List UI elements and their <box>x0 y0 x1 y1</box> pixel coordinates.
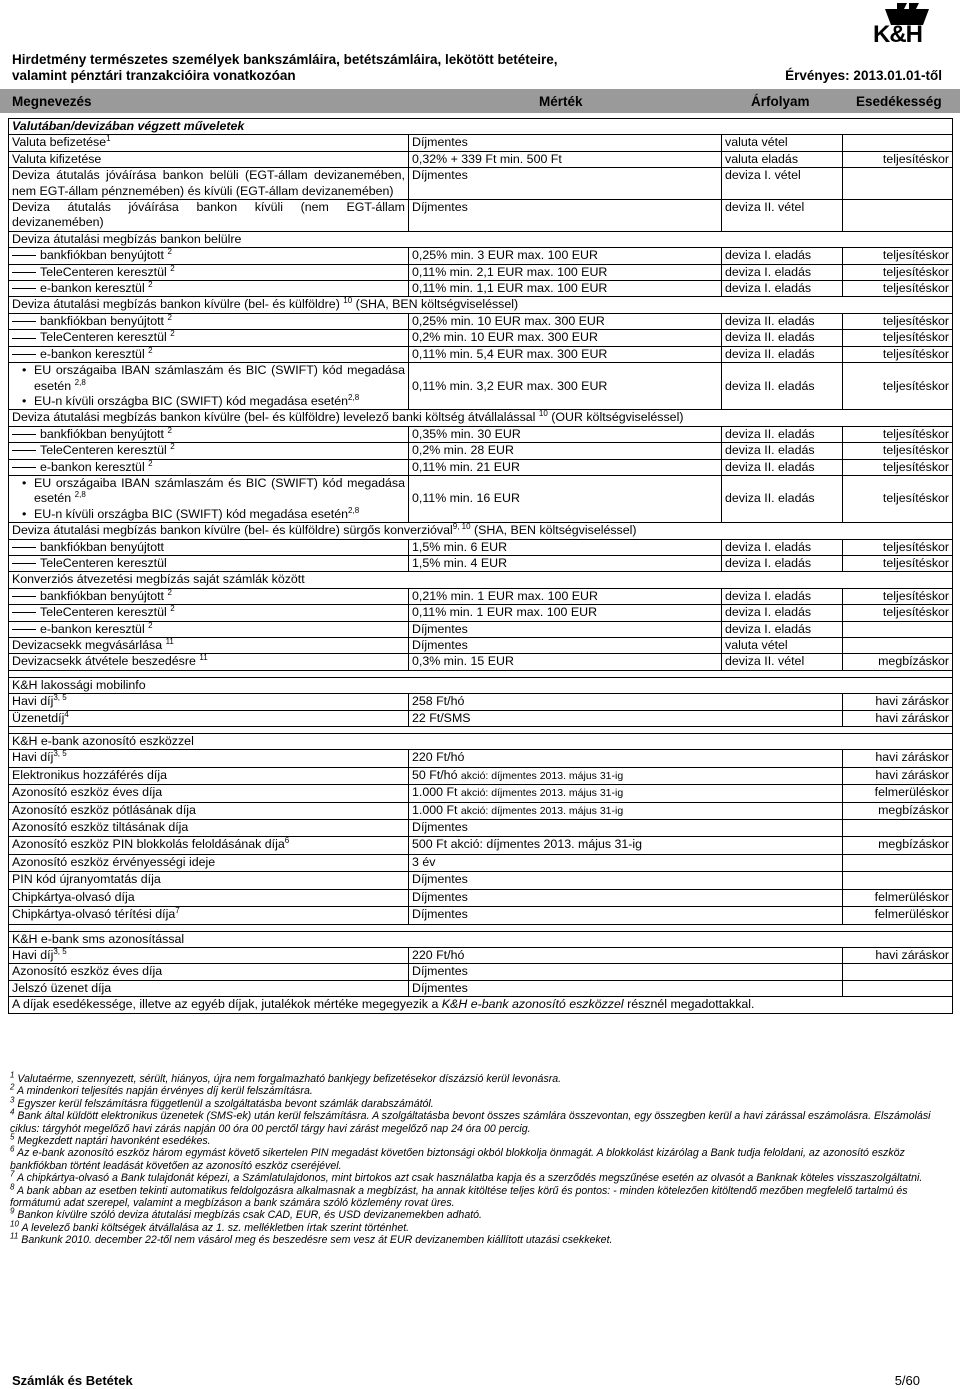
table-row <box>9 475 953 522</box>
footnote: $^7$ A chipkártya-olvasó a Bank tulajdonát képezi, a Számlatulajdonos, mint birtokos azt csak használatba kapja és a szerződés megszűnése esetén az olvasót a Banknak köteles visszaszolgáltatni. <box>10 1169 923 1185</box>
row-rate: 0,32% + 339 Ft min. 500 Ft <box>409 151 722 167</box>
list-item: • EU országaiba IBAN számlaszám és BIC (SWIFT) kód megadása esetén $^{2,8}$ <box>34 363 405 394</box>
table-row <box>9 459 953 475</box>
footnote: $^{11}$ Bankunk 2010. december 22-től nem vásárol meg és beszedésre sem vesz át EUR devizanemben kiállított utazási csekkeket. <box>10 1231 613 1247</box>
table-row <box>9 907 953 924</box>
section-title: Valutában/devizában végzett műveletek <box>9 119 953 135</box>
kh-logo <box>867 3 947 49</box>
table-row <box>9 572 953 588</box>
row-due: felmerüléskor <box>843 785 953 802</box>
group-title: Deviza átutalási megbízás bankon kívülre (bel- és külföldre) $^{10}$ (SHA, BEN költségviseléssel) <box>9 297 953 313</box>
row-rate: 0,35% min. 30 EUR <box>409 426 722 442</box>
row-name: Azonosító eszköz éves díja <box>9 785 409 802</box>
row-rate: 220 Ft/hó <box>409 750 843 767</box>
group-title: Deviza átutalási megbízás bankon belülre <box>9 231 953 247</box>
footnote: $^9$ Bankon kívülre szóló deviza átutalási megbízás csak CAD, EUR, és USD devizanemekben adható. <box>10 1206 482 1222</box>
table-row <box>9 346 953 362</box>
row-due: teljesítéskor <box>843 443 953 459</box>
row-rate: 0,11% min. 3,2 EUR max. 300 EUR <box>409 363 722 410</box>
table-row <box>9 248 953 264</box>
row-name: Havi díj$^{3, 5}$ <box>9 947 409 963</box>
row-rate: 0,25% min. 3 EUR max. 100 EUR <box>409 248 722 264</box>
row-fx: deviza I. eladás <box>722 264 843 280</box>
row-fx: deviza II. eladás <box>722 426 843 442</box>
row-fx: deviza I. eladás <box>722 605 843 621</box>
row-name: Azonosító eszköz pótlásának díja <box>9 802 409 819</box>
row-due <box>843 872 953 889</box>
table-row <box>9 727 953 734</box>
row-due: teljesítéskor <box>843 281 953 297</box>
brand-text: K&H <box>873 21 922 48</box>
table-row <box>9 785 953 802</box>
col-name: Megnevezés <box>12 94 92 109</box>
document-title-line2: valamint pénztári tranzakcióira vonatkozóan <box>12 68 296 83</box>
row-due <box>843 135 953 151</box>
table-row <box>9 200 953 232</box>
table-row <box>9 135 953 151</box>
row-fx: deviza I. vétel <box>722 168 843 200</box>
promo-note: akció: díjmentes 2013. május 31-ig <box>460 787 624 800</box>
table-row <box>9 654 953 670</box>
group-title: K&H e-bank sms azonosítással <box>9 931 953 947</box>
row-due: teljesítéskor <box>843 555 953 571</box>
row-rate: 0,2% min. 28 EUR <box>409 443 722 459</box>
row-name: Valuta kifizetése <box>9 151 409 167</box>
row-name: Chipkártya-olvasó térítési díja$^7$ <box>9 907 409 924</box>
row-name: TeleCenteren keresztül $^2$ <box>9 264 409 280</box>
row-due: teljesítéskor <box>843 330 953 346</box>
row-name: e-bankon keresztül $^2$ <box>9 459 409 475</box>
row-rate: 50 Ft/hó akció: díjmentes 2013. május 31-ig <box>409 767 843 784</box>
row-due: teljesítéskor <box>843 588 953 604</box>
row-fx: valuta vétel <box>722 638 843 654</box>
group-title: Deviza átutalási megbízás bankon kívülre (bel- és külföldre) sürgős konverzióval$^{9, 10}$ (SHA, BEN költségviseléssel) <box>9 523 953 539</box>
col-due: Esedékesség <box>856 94 942 109</box>
document-title-line1: Hirdetmény természetes személyek bankszámláira, betétszámláira, lekötött betéteire, <box>12 52 558 67</box>
row-fx: deviza II. eladás <box>722 475 843 522</box>
table-row <box>9 119 953 135</box>
row-name: Devizacsekk átvétele beszedésre $^{11}$ <box>9 654 409 670</box>
row-due <box>843 980 953 996</box>
row-name: TeleCenteren keresztül $^2$ <box>9 330 409 346</box>
row-name: Azonosító eszköz éves díja <box>9 964 409 980</box>
row-due: teljesítéskor <box>843 605 953 621</box>
row-rate: Díjmentes <box>409 907 843 924</box>
footnote: $^6$ Az e-bank azonosító eszköz három egymást követő sikertelen PIN megadást követően biztonsági okból blokkolja önmagát. A blokkolást kizárólag a Bank tudja feloldani, az azonosító eszköz bankfiókban történt leadását követően az azonosító eszköz cseréjével. <box>10 1144 905 1172</box>
table-row <box>9 313 953 329</box>
row-due: teljesítéskor <box>843 264 953 280</box>
row-name: Azonosító eszköz PIN blokkolás feloldásának díja$^6$ <box>9 837 409 854</box>
dash-icon <box>12 563 36 564</box>
row-rate: 0,25% min. 10 EUR max. 300 EUR <box>409 313 722 329</box>
dash-icon <box>12 596 36 597</box>
list-item: • EU-n kívüli országba BIC (SWIFT) kód megadása esetén$^{2,8}$ <box>34 394 405 409</box>
row-fx: deviza I. eladás <box>722 281 843 297</box>
row-rate: 3 év <box>409 854 843 871</box>
table-row <box>9 523 953 539</box>
list-item: • EU-n kívüli országba BIC (SWIFT) kód megadása esetén$^{2,8}$ <box>34 507 405 522</box>
table-row <box>9 750 953 767</box>
row-due <box>843 964 953 980</box>
row-rate: Díjmentes <box>409 135 722 151</box>
row-name <box>9 475 409 522</box>
row-name <box>9 363 409 410</box>
row-rate: Díjmentes <box>409 168 722 200</box>
row-fx: valuta vétel <box>722 135 843 151</box>
row-fx: deviza II. eladás <box>722 363 843 410</box>
table-row <box>9 330 953 346</box>
dash-icon <box>12 272 36 273</box>
row-fx: deviza II. eladás <box>722 313 843 329</box>
row-rate: 0,11% min. 1,1 EUR max. 100 EUR <box>409 281 722 297</box>
row-name: Elektronikus hozzáférés díja <box>9 767 409 784</box>
row-name: bankfiókban benyújtott <box>9 539 409 555</box>
row-rate: 0,11% min. 5,4 EUR max. 300 EUR <box>409 346 722 362</box>
row-name: Havi díj$^{3, 5}$ <box>9 694 409 710</box>
dash-icon <box>12 612 36 613</box>
footnote: $^4$ Bank által küldött elektronikus üzenetek (SMS-ek) után kerül felszámításra. A szolgáltatásba bevont összes számlára összevontan, egy összegben kerül a havi zárással eszámolásra. Elszámolási ciklus: tárgyhót megelőző havi zárás napján 00 óra 00 perctől tárgy havi zárást megelőző nap 24 óra 00 percig. <box>10 1107 931 1135</box>
page-footer-title: Számlák és Betétek <box>12 1373 133 1388</box>
row-due <box>843 638 953 654</box>
row-name: Jelszó üzenet díja <box>9 980 409 996</box>
row-due: teljesítéskor <box>843 426 953 442</box>
row-name: PIN kód újranyomtatás díja <box>9 872 409 889</box>
row-rate: Díjmentes <box>409 980 843 996</box>
footnote: $^5$ Megkezdett naptári havonként esedékes. <box>10 1132 211 1148</box>
row-name: Chipkártya-olvasó díja <box>9 889 409 906</box>
row-fx: deviza I. eladás <box>722 621 843 637</box>
row-due <box>843 621 953 637</box>
group-title: Deviza átutalási megbízás bankon kívülre (bel- és külföldre) levelező banki költség átvállalással $^{10}$ (OUR költségviseléssel) <box>9 410 953 426</box>
dash-icon <box>12 255 36 256</box>
dash-icon <box>12 321 36 322</box>
row-due: havi záráskor <box>843 947 953 963</box>
row-rate: Díjmentes <box>409 638 722 654</box>
row-fx: deviza I. eladás <box>722 555 843 571</box>
row-name: bankfiókban benyújtott $^2$ <box>9 248 409 264</box>
row-fx: deviza II. eladás <box>722 346 843 362</box>
row-name: TeleCenteren keresztül $^2$ <box>9 605 409 621</box>
row-fx: valuta eladás <box>722 151 843 167</box>
row-due: teljesítéskor <box>843 475 953 522</box>
footnote: $^{10}$ A levelező banki költségek átvállalása az 1. sz. mellékletben írtak szerint történhet. <box>10 1219 410 1234</box>
table-row <box>9 872 953 889</box>
row-fx: deviza II. eladás <box>722 459 843 475</box>
row-due: teljesítéskor <box>843 151 953 167</box>
table-row <box>9 889 953 906</box>
row-name: bankfiókban benyújtott $^2$ <box>9 588 409 604</box>
row-fx: deviza II. eladás <box>722 330 843 346</box>
row-rate: Díjmentes <box>409 872 843 889</box>
dash-icon <box>12 467 36 468</box>
table-row <box>9 426 953 442</box>
table-row <box>9 605 953 621</box>
table-row <box>9 947 953 963</box>
row-rate: Díjmentes <box>409 820 843 837</box>
table-row <box>9 539 953 555</box>
row-name: e-bankon keresztül $^2$ <box>9 621 409 637</box>
row-rate: 0,11% min. 1 EUR max. 100 EUR <box>409 605 722 621</box>
row-rate: 0,3% min. 15 EUR <box>409 654 722 670</box>
row-name: Deviza átutalás jóváírása bankon kívüli (nem EGT-állam devizanemében) <box>9 200 409 232</box>
row-due: megbízáskor <box>843 802 953 819</box>
row-due: havi záráskor <box>843 750 953 767</box>
table-row <box>9 931 953 947</box>
row-rate: 258 Ft/hó <box>409 694 843 710</box>
col-fx: Árfolyam <box>751 94 810 109</box>
row-due: teljesítéskor <box>843 248 953 264</box>
dash-icon <box>12 338 36 339</box>
row-rate: 1.000 Ft akció: díjmentes 2013. május 31-ig <box>409 785 843 802</box>
group-title: Konverziós átvezetési megbízás saját számlák között <box>9 572 953 588</box>
row-name: bankfiókban benyújtott $^2$ <box>9 426 409 442</box>
table-row <box>9 997 953 1013</box>
row-due: teljesítéskor <box>843 313 953 329</box>
table-row <box>9 281 953 297</box>
validity-date: Érvényes: 2013.01.01-től <box>785 68 942 83</box>
row-name: Havi díj$^{3, 5}$ <box>9 750 409 767</box>
table-row <box>9 168 953 200</box>
table-row <box>9 443 953 459</box>
row-due: teljesítéskor <box>843 539 953 555</box>
row-fx: deviza II. eladás <box>722 443 843 459</box>
table-row <box>9 694 953 710</box>
row-rate: 0,11% min. 2,1 EUR max. 100 EUR <box>409 264 722 280</box>
row-name: Deviza átutalás jóváírása bankon belüli (EGT-állam devizanemében, nem EGT-állam pénznemében) és kívüli (EGT-állam devizanemében) <box>9 168 409 200</box>
row-due <box>843 854 953 871</box>
dash-icon <box>12 450 36 451</box>
footnote: $^8$ A bank abban az esetben tekinti automatikus feldolgozásra alkalmasnak a megbízást, ha annak kitöltése teljes körű és pontos: - minden kötelezően kitöltendő mezőben megfelelő tartalmú és formátumú adat szerepel, valamint a megbízáson a bank számára szóló közlemény rovat üres. <box>10 1182 908 1210</box>
row-rate: 220 Ft/hó <box>409 947 843 963</box>
row-name: e-bankon keresztül $^2$ <box>9 281 409 297</box>
row-rate: Díjmentes <box>409 889 843 906</box>
row-due: teljesítéskor <box>843 346 953 362</box>
row-fx: deviza II. vétel <box>722 654 843 670</box>
row-name: Devizacsekk megvásárlása $^{11}$ <box>9 638 409 654</box>
row-fx: deviza II. vétel <box>722 200 843 232</box>
table-row <box>9 820 953 837</box>
group-title: K&H lakossági mobilinfo <box>9 677 953 693</box>
row-rate: 22 Ft/SMS <box>409 710 843 726</box>
row-fx: deviza I. eladás <box>722 248 843 264</box>
table-row <box>9 980 953 996</box>
row-due <box>843 820 953 837</box>
row-name: Üzenetdíj$^4$ <box>9 710 409 726</box>
table-row <box>9 670 953 677</box>
row-due: megbízáskor <box>843 654 953 670</box>
table-row <box>9 854 953 871</box>
col-rate: Mérték <box>539 94 583 109</box>
row-name: Azonosító eszköz tiltásának díja <box>9 820 409 837</box>
row-due: havi záráskor <box>843 710 953 726</box>
row-name: TeleCenteren keresztül <box>9 555 409 571</box>
table-row <box>9 802 953 819</box>
fee-table <box>8 118 953 1014</box>
row-fx: deviza I. eladás <box>722 539 843 555</box>
page-number: 5/60 <box>894 1373 920 1388</box>
table-row <box>9 837 953 854</box>
row-rate: 1.000 Ft akció: díjmentes 2013. május 31-ig <box>409 802 843 819</box>
sms-note: A díjak esedékessége, illetve az egyéb díjak, jutalékok mértéke megegyezik a K&H e-bank azonosító eszközzel résznél megadottakkal. <box>9 997 953 1013</box>
row-rate: Díjmentes <box>409 621 722 637</box>
table-row <box>9 151 953 167</box>
row-due <box>843 168 953 200</box>
row-rate: 1,5% min. 6 EUR <box>409 539 722 555</box>
table-row <box>9 621 953 637</box>
list-item: • EU országaiba IBAN számlaszám és BIC (SWIFT) kód megadása esetén $^{2,8}$ <box>34 476 405 507</box>
footnote: $^1$ Valutaérme, szennyezett, sérült, hiányos, újra nem forgalmazható bankjegy befizetésekor díszázsió kerül levonásra. <box>10 1070 562 1085</box>
row-due: teljesítéskor <box>843 459 953 475</box>
row-due: teljesítéskor <box>843 363 953 410</box>
row-name: Valuta befizetése$^1$ <box>9 135 409 151</box>
row-rate: 1,5% min. 4 EUR <box>409 555 722 571</box>
promo-note: akció: díjmentes 2013. május 31-ig <box>460 769 624 782</box>
row-name: TeleCenteren keresztül $^2$ <box>9 443 409 459</box>
promo-note: akció: díjmentes 2013. május 31-ig <box>460 804 624 817</box>
table-row <box>9 924 953 931</box>
table-row <box>9 588 953 604</box>
row-rate: 0,21% min. 1 EUR max. 100 EUR <box>409 588 722 604</box>
table-row <box>9 734 953 750</box>
row-name: e-bankon keresztül $^2$ <box>9 346 409 362</box>
row-rate: 0,11% min. 21 EUR <box>409 459 722 475</box>
table-row <box>9 264 953 280</box>
table-row <box>9 638 953 654</box>
row-rate: Díjmentes <box>409 964 843 980</box>
row-rate: 0,2% min. 10 EUR max. 300 EUR <box>409 330 722 346</box>
row-due: megbízáskor <box>843 837 953 854</box>
row-due <box>843 200 953 232</box>
row-rate: 500 Ft akció: díjmentes 2013. május 31-ig <box>409 837 843 854</box>
row-fx: deviza I. eladás <box>722 588 843 604</box>
row-rate: Díjmentes <box>409 200 722 232</box>
dash-icon <box>12 434 36 435</box>
table-row <box>9 363 953 410</box>
row-due: havi záráskor <box>843 694 953 710</box>
footnote: $^3$ Egyszer kerül felszámításra függetlenül a szolgáltatásba bevont számlák darabszámától. <box>10 1095 434 1110</box>
table-row <box>9 410 953 426</box>
table-row <box>9 297 953 313</box>
row-due: felmerüléskor <box>843 907 953 924</box>
table-row <box>9 231 953 247</box>
dash-icon <box>12 629 36 630</box>
group-title: K&H e-bank azonosító eszközzel <box>9 734 953 750</box>
row-due: havi záráskor <box>843 767 953 784</box>
row-name: Azonosító eszköz érvényességi ideje <box>9 854 409 871</box>
dash-icon <box>12 547 36 548</box>
dash-icon <box>12 288 36 289</box>
column-header-bar <box>0 89 960 113</box>
row-due: felmerüléskor <box>843 889 953 906</box>
table-row <box>9 767 953 784</box>
table-row <box>9 677 953 693</box>
footnotes <box>10 1070 955 1247</box>
row-rate: 0,11% min. 16 EUR <box>409 475 722 522</box>
table-row <box>9 964 953 980</box>
row-name: bankfiókban benyújtott $^2$ <box>9 313 409 329</box>
table-row <box>9 555 953 571</box>
dash-icon <box>12 354 36 355</box>
table-row <box>9 710 953 726</box>
footnote: $^2$ A mindenkori teljesítés napján érvényes díj kerül felszámításra. <box>10 1082 313 1098</box>
